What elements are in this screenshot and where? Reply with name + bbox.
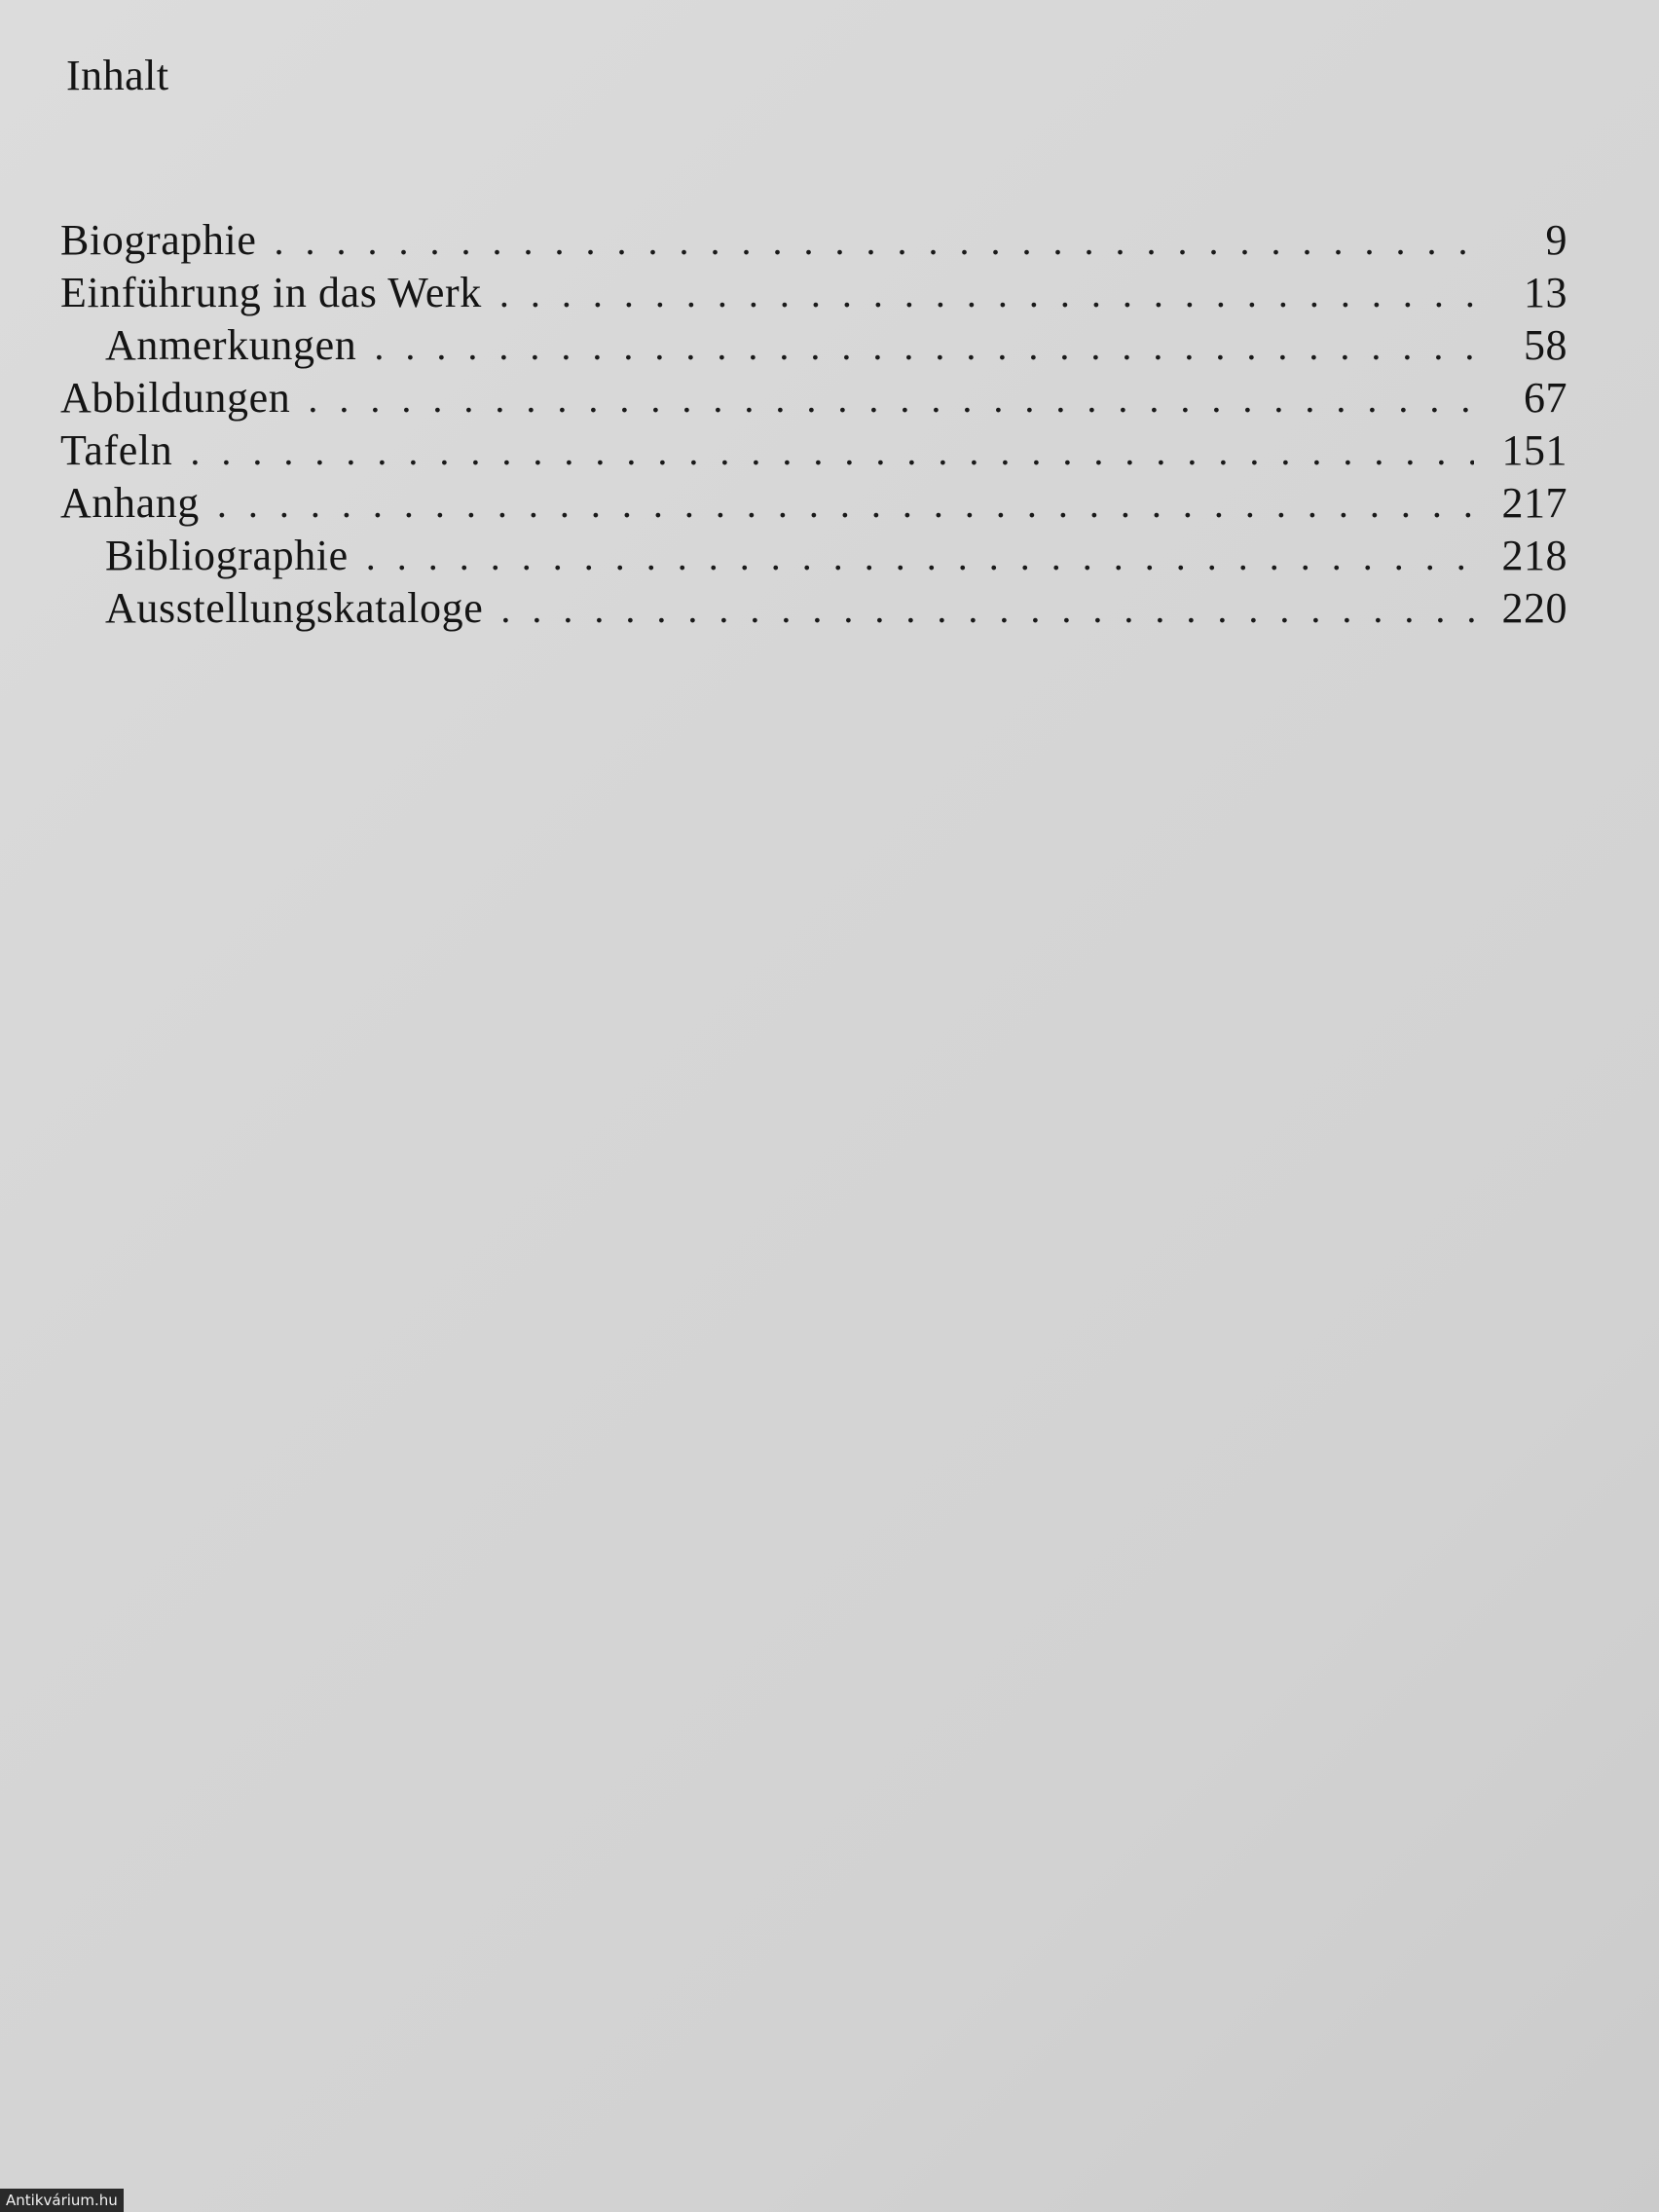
toc-dot-leader — [217, 478, 1474, 531]
toc-entry-title: Anhang — [60, 479, 200, 527]
toc-entry-title: Abbildungen — [60, 374, 291, 422]
toc-entry-einfuehrung — [60, 267, 1567, 319]
toc-entry-bibliographie — [60, 530, 1567, 582]
toc-entry-page: 58 — [1524, 321, 1567, 369]
toc-entry-page: 9 — [1545, 216, 1567, 264]
toc-dot-leader — [374, 320, 1474, 373]
toc-entry-anmerkungen — [60, 319, 1567, 372]
watermark-label: Antikvárium.hu — [0, 2189, 124, 2212]
toc-entry-title: Biographie — [60, 216, 257, 264]
toc-entry-page: 218 — [1501, 532, 1567, 579]
toc-entry-title: Ausstellungskataloge — [105, 584, 484, 632]
toc-entry-title: Bibliographie — [105, 532, 349, 579]
toc-entry-page: 13 — [1524, 269, 1567, 316]
toc-dot-leader — [499, 268, 1474, 320]
toc-dot-leader — [190, 425, 1474, 478]
table-of-contents — [60, 214, 1567, 635]
toc-entry-anhang — [60, 477, 1567, 530]
toc-entry-page: 217 — [1501, 479, 1567, 527]
toc-entry-title: Tafeln — [60, 426, 173, 474]
toc-entry-page: 220 — [1501, 584, 1567, 632]
toc-entry-title: Einführung in das Werk — [60, 269, 482, 316]
toc-dot-leader — [500, 583, 1474, 636]
toc-entry-abbildungen — [60, 372, 1567, 424]
toc-entry-page: 67 — [1524, 374, 1567, 422]
toc-dot-leader — [275, 215, 1474, 268]
toc-dot-leader — [308, 373, 1474, 425]
toc-entry-ausstellungskataloge — [60, 582, 1567, 635]
toc-entry-title: Anmerkungen — [105, 321, 357, 369]
toc-entry-biographie — [60, 214, 1567, 267]
page-heading: Inhalt — [66, 52, 169, 99]
toc-entry-tafeln — [60, 424, 1567, 477]
toc-dot-leader — [366, 531, 1474, 583]
toc-entry-page: 151 — [1501, 426, 1567, 474]
